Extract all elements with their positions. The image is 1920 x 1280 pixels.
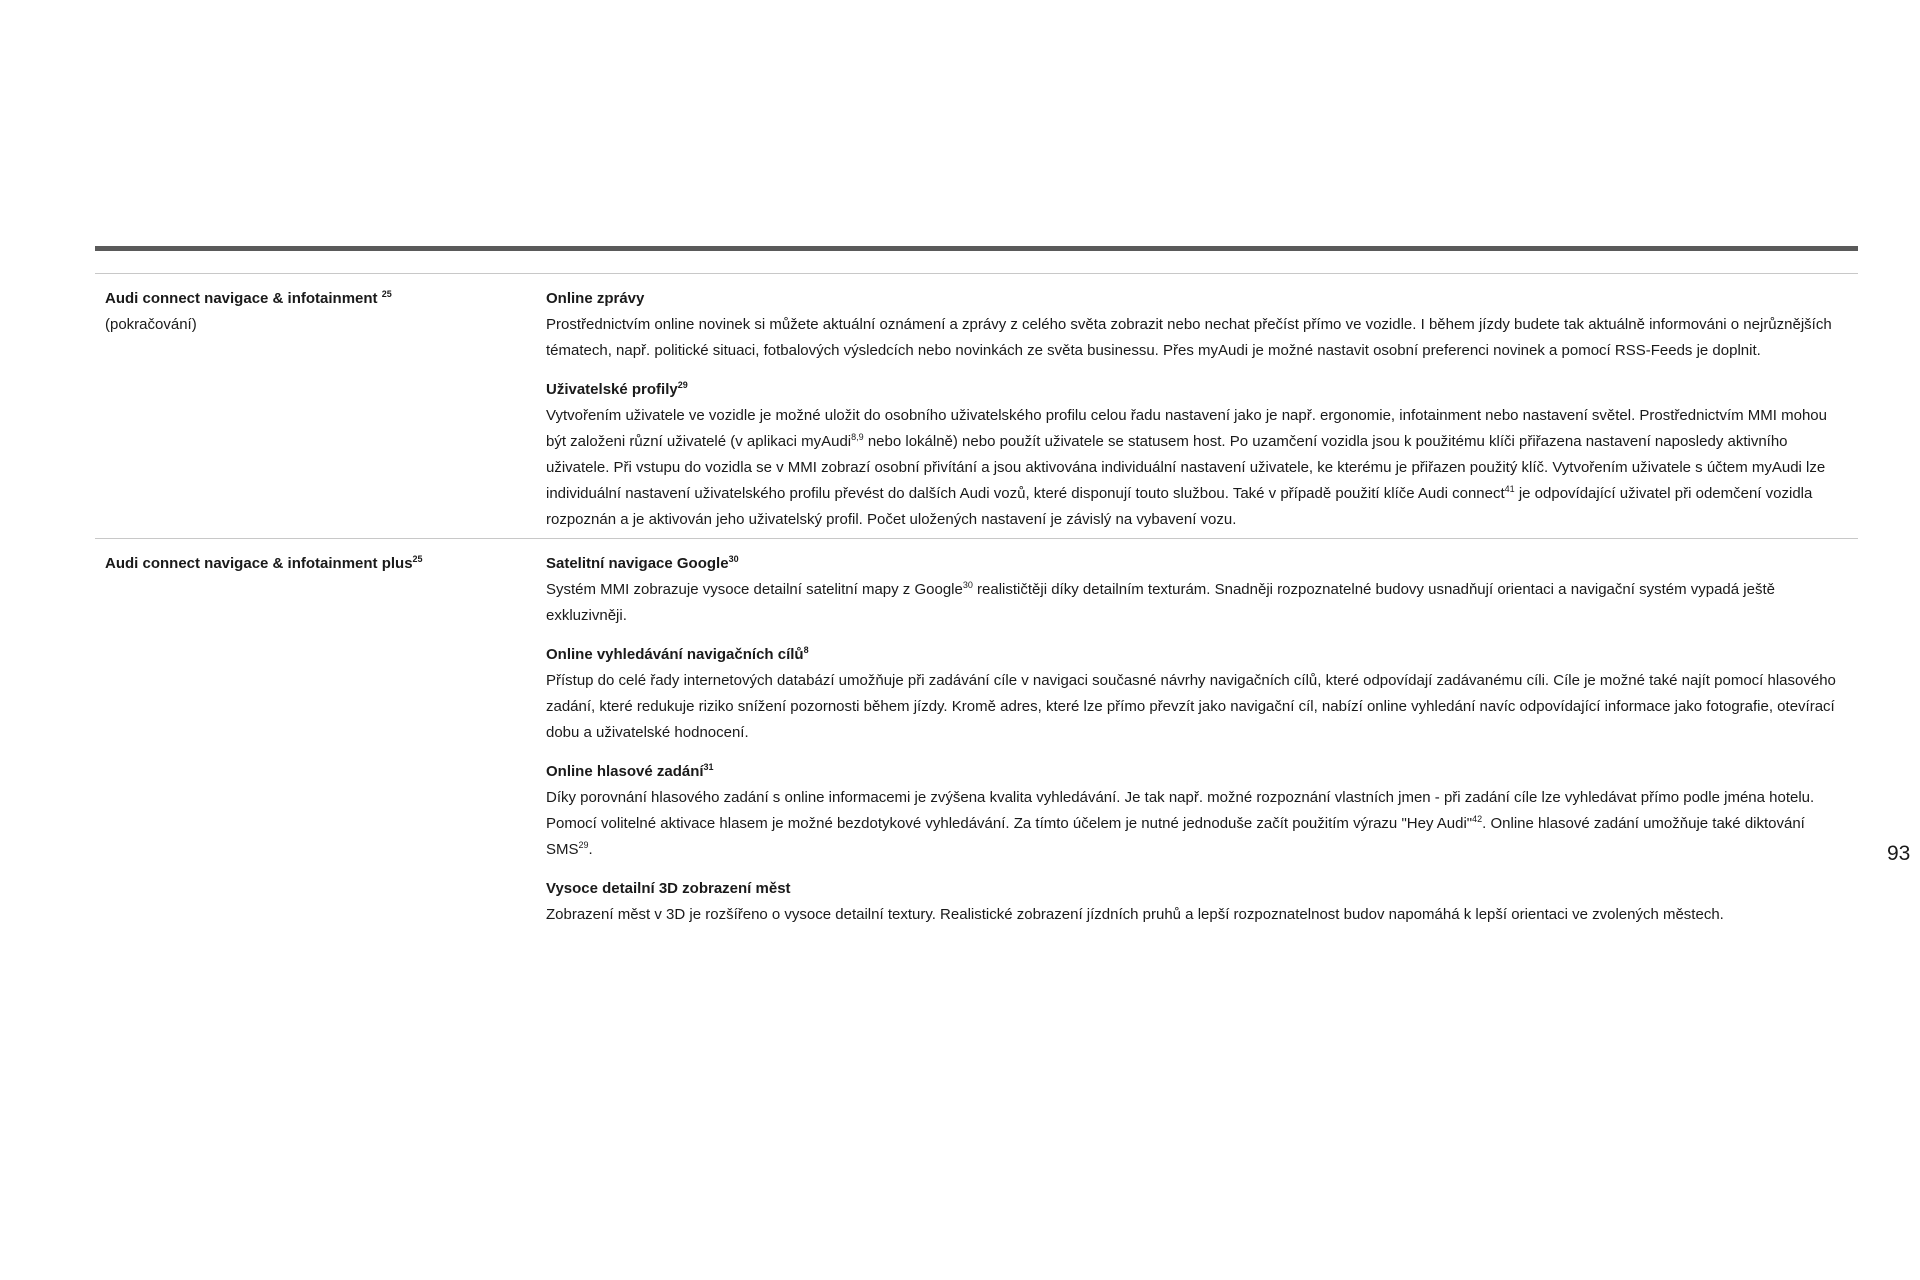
feature-description: Zobrazení měst v 3D je rozšířeno o vysoce detailní textury. Realistické zobrazení jízdních pruhů a lepší rozpoznatelnost budov napomáhá k lepší orientaci ve zvolených městech.: [546, 906, 1724, 923]
feature-section: [546, 876, 1848, 928]
table-row: [95, 538, 1858, 933]
footnote-ref: 31: [703, 762, 714, 772]
footnote-ref: 25: [412, 554, 423, 564]
feature-title: Vysoce detailní 3D zobrazení měst: [546, 880, 791, 897]
feature-section: [546, 642, 1848, 746]
row-label-cell: [95, 551, 546, 933]
feature-description: Systém MMI zobrazuje vysoce detailní satelitní mapy z Google$^{30}$ realističtěji díky detailním texturám. Snadněji rozpoznatelné budovy usnadňují orientaci a navigační systém vypadá ještě exkluzivněji.: [546, 580, 1775, 624]
row-content-cell: [546, 286, 1858, 538]
feature-title: Online vyhledávání navigačních cílů$^8$: [546, 645, 809, 663]
row-title: Audi connect navigace & infotainment plus$^{25}$: [105, 554, 423, 572]
feature-description: Přístup do celé řady internetových databází umožňuje při zadávání cíle v navigaci současné návrhy navigačních cílů, které odpovídají zadávanému cíli. Cíle je možné také najít pomocí hlasového zadání, které redukuje riziko snížení pozornosti během jízdy. Kromě adres, které lze přímo převzít jako navigační cíl, nabízí online vyhledání navíc odpovídající informace jako fotografie, otevírací dobu a uživatelské hodnocení.: [546, 672, 1836, 741]
row-subtitle: (pokračování): [105, 316, 197, 333]
footnote-ref: 30: [728, 554, 739, 564]
top-rule: [95, 246, 1858, 251]
feature-description: Vytvořením uživatele ve vozidle je možné uložit do osobního uživatelského profilu celou řadu nastavení jako je např. ergonomie, infotainment nebo nastavení světel. Prostřednictvím MMI mohou být založeni různí uživatelé (v aplikaci myAudi$^{8,9}$ nebo lokálně) nebo použít uživatele se statusem host. Po uzamčení vozidla jsou k použitému klíči přiřazena nastavení naposledy aktivního uživatele. Při vstupu do vozidla se v MMI zobrazí osobní přivítání a jsou aktivována individuální nastavení uživatele, ke kterému je přiřazen použitý klíč. Vytvořením uživatele s účtem myAudi lze individuální nastavení uživatelského profilu převést do dalších Audi vozů, které disponují touto službou. Také v případě použití klíče Audi connect$^{41}$ je odpovídající uživatel při odemčení vozidla rozpoznán a je aktivován jeho uživatelský profil. Počet uložených nastavení je závislý na vybavení vozu.: [546, 407, 1827, 528]
row-label-cell: [95, 286, 546, 538]
feature-title: Uživatelské profily$^{29}$: [546, 380, 688, 398]
footnote-ref: 8: [803, 645, 809, 655]
feature-section: [546, 551, 1848, 629]
feature-title: Online zprávy: [546, 290, 645, 307]
feature-section: [546, 286, 1848, 364]
feature-title: Online hlasové zadání$^{31}$: [546, 762, 714, 780]
feature-description: Díky porovnání hlasového zadání s online informacemi je zvýšena kvalita vyhledávání. Je tak např. možné rozpoznání vlastních jmen - při zadání cíle lze vyhledávat přímo podle jména hotelu. Pomocí volitelné aktivace hlasem je možné bezdotykové vyhledávání. Za tímto účelem je nutné jednoduše začít použitím výrazu "Hey Audi"$^{42}$. Online hlasové zadání umožňuje také diktování SMS$^{29}$.: [546, 789, 1815, 858]
row-title: Audi connect navigace & infotainment $^{25}$: [105, 289, 392, 307]
row-content-cell: [546, 551, 1858, 933]
feature-section: [546, 759, 1848, 863]
feature-table: [95, 273, 1858, 933]
footnote-ref: 29: [677, 380, 688, 390]
feature-section: [546, 377, 1848, 533]
footnote-ref: 25: [381, 289, 392, 299]
feature-title: Satelitní navigace Google$^{30}$: [546, 554, 739, 572]
page-number: 93: [1887, 842, 1911, 865]
footnote-ref: 8,9: [851, 432, 864, 442]
feature-description: Prostřednictvím online novinek si můžete aktuální oznámení a zprávy z celého světa zobrazit nebo nechat přečíst přímo ve vozidle. I během jízdy budete tak aktuálně informováni o nejrůznějších tématech, např. politické situaci, fotbalových výsledcích nebo novinkách ze světa businessu. Přes myAudi je možné nastavit osobní preferenci novinek a pomocí RSS-Feeds je doplnit.: [546, 316, 1832, 359]
footnote-ref: 30: [962, 580, 973, 590]
footnote-ref: 41: [1504, 484, 1515, 494]
table-row: [95, 273, 1858, 538]
footnote-ref: 29: [578, 840, 589, 850]
footnote-ref: 42: [1472, 814, 1483, 824]
